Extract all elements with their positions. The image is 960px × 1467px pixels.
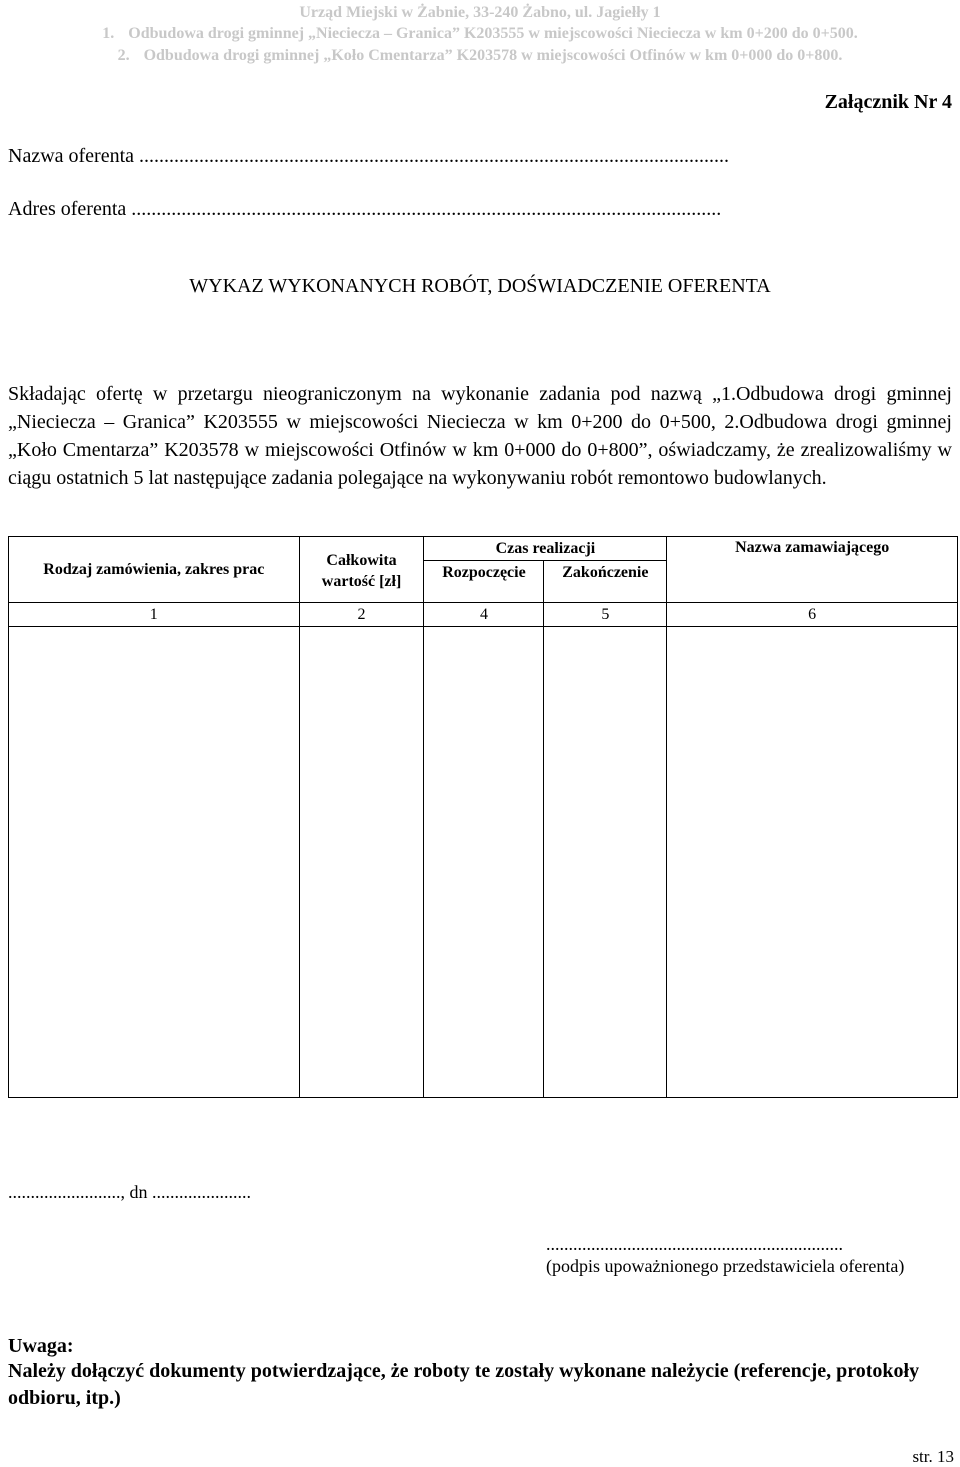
- note-heading: Uwaga:: [8, 1335, 74, 1357]
- table-cell-end[interactable]: [544, 627, 667, 1098]
- col-number-5: 5: [544, 603, 667, 627]
- document-title: WYKAZ WYKONANYCH ROBÓT, DOŚWIADCZENIE OFERENTA: [189, 275, 771, 297]
- signature-line: ..................................................................: [546, 1234, 843, 1254]
- attachment-number: Załącznik Nr 4: [824, 91, 952, 113]
- declaration-paragraph: Składając ofertę w przetargu nieograniczonym na wykonanie zadania pod nazwą „1.Odbudowa drogi gminnej „Nieciecza – Granica” K203555 w miejscowości Nieciecza w km 0+200 do 0+500, 2.Odbudowa drogi gminnej „Koło Cmentarza” K203578 w miejscowości Otfinów w km 0+000 do 0+800”, oświadczamy, że zrealizowaliśmy w ciągu ostatnich 5 lat następujące zadania polegające na wykonywaniu robót remontowo budowlanych.: [8, 383, 952, 489]
- offeror-name-field: Nazwa oferenta ......................................................................................................................: [8, 145, 730, 167]
- table-cell-value[interactable]: [299, 627, 424, 1098]
- offeror-address-field: Adres oferenta ......................................................................................................................: [8, 198, 722, 220]
- col-header-start: Rozpoczęcie: [424, 561, 544, 603]
- table-cell-client[interactable]: [667, 627, 958, 1098]
- col-number-6: 6: [667, 603, 958, 627]
- col-header-value: Całkowita wartość [zł]: [299, 537, 424, 603]
- signature-label: (podpis upoważnionego przedstawiciela oferenta): [546, 1256, 905, 1276]
- table-cell-start[interactable]: [424, 627, 544, 1098]
- page-number: str. 13: [912, 1447, 954, 1466]
- place-date-line: ........................., dn ......................: [8, 1182, 251, 1202]
- header-item-1-text: Odbudowa drogi gminnej „Nieciecza – Granica” K203555 w miejscowości Nieciecza w km 0+200 do 0+500.: [128, 25, 858, 42]
- header-item-2-text: Odbudowa drogi gminnej „Koło Cmentarza” K203578 w miejscowości Otfinów w km 0+000 do 0+800.: [143, 47, 843, 64]
- header-item-2: [0, 46, 960, 66]
- header-item-2-number: 2.: [117, 47, 130, 64]
- col-header-client: Nazwa zamawiającego: [667, 537, 958, 603]
- col-number-1: 1: [9, 603, 300, 627]
- header-item-1-number: 1.: [102, 25, 115, 42]
- col-number-2: 2: [299, 603, 424, 627]
- col-number-4: 4: [424, 603, 544, 627]
- note-text: Należy dołączyć dokumenty potwierdzające, że roboty te zostały wykonane należycie (referencje, protokoły odbioru, itp.): [8, 1360, 920, 1409]
- col-header-time: Czas realizacji: [424, 537, 667, 561]
- header-line-office: Urząd Miejski w Żabnie, 33-240 Żabno, ul. Jagiełły 1: [299, 4, 661, 21]
- works-table: [8, 536, 958, 1098]
- col-header-type: Rodzaj zamówienia, zakres prac: [9, 537, 300, 603]
- col-header-end: Zakończenie: [544, 561, 667, 603]
- table-cell-type[interactable]: [9, 627, 300, 1098]
- header-item-1: [0, 24, 960, 44]
